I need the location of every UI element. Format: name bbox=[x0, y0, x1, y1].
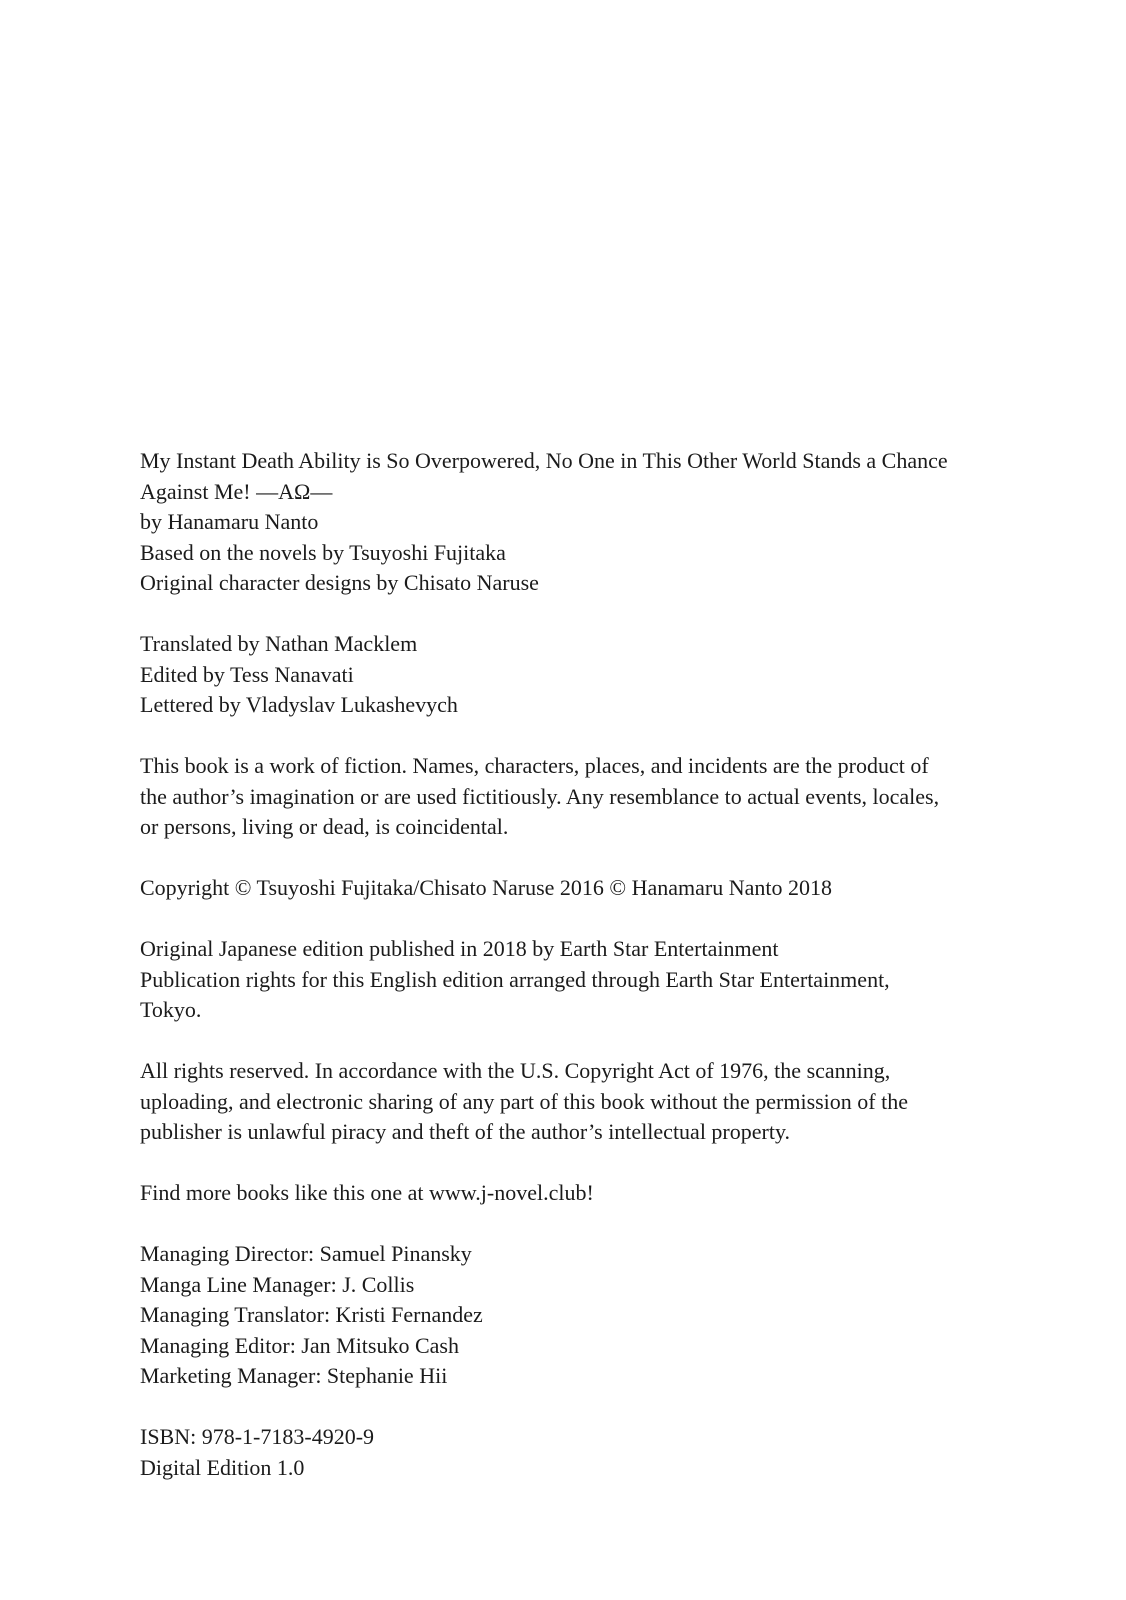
text-line: Based on the novels by Tsuyoshi Fujitaka bbox=[140, 539, 506, 565]
text-line: My Instant Death Ability is So Overpowered, No One in This Other World Stands a Chance bbox=[140, 448, 948, 473]
fiction-disclaimer-block bbox=[140, 751, 1036, 843]
text-line: Original character designs by Chisato Naruse bbox=[140, 570, 539, 595]
text-line: Publication rights for this English edition arranged through Earth Star Entertainment, bbox=[140, 966, 890, 992]
text-line: Against Me! —AΩ— bbox=[140, 478, 333, 504]
text-line: Tokyo. bbox=[140, 997, 202, 1022]
text-line: Lettered by Vladyslav Lukashevych bbox=[140, 692, 458, 717]
text-line: Original Japanese edition published in 2018 by Earth Star Entertainment bbox=[140, 936, 779, 961]
text-line: Managing Translator: Kristi Fernandez bbox=[140, 1302, 483, 1327]
isbn-block bbox=[140, 1422, 1036, 1483]
text-line: uploading, and electronic sharing of any part of this book without the permission of the bbox=[140, 1088, 909, 1114]
text-line: Managing Editor: Jan Mitsuko Cash bbox=[140, 1332, 459, 1358]
text-line: Managing Director: Samuel Pinansky bbox=[140, 1241, 472, 1266]
title-and-authors-block bbox=[140, 446, 1036, 599]
rights-reserved-block bbox=[140, 1056, 1036, 1148]
text-line: Copyright © Tsuyoshi Fujitaka/Chisato Naruse 2016 © Hanamaru Nanto 2018 bbox=[140, 875, 833, 900]
text-line: Find more books like this one at www.j-novel.club! bbox=[140, 1180, 594, 1205]
text-line: Translated by Nathan Macklem bbox=[140, 631, 418, 656]
text-line: the author’s imagination or are used fictitiously. Any resemblance to actual events, locales, bbox=[140, 783, 940, 809]
japanese-edition-block bbox=[140, 934, 1036, 1026]
text-line: Edited by Tess Nanavati bbox=[140, 661, 354, 687]
colophon-text bbox=[140, 446, 1036, 1483]
text-line: This book is a work of fiction. Names, characters, places, and incidents are the product of bbox=[140, 753, 929, 778]
text-line: Digital Edition 1.0 bbox=[140, 1454, 305, 1480]
text-line: by Hanamaru Nanto bbox=[140, 509, 319, 534]
text-line: ISBN: 978-1-7183-4920-9 bbox=[140, 1424, 375, 1449]
find-more-books-block bbox=[140, 1178, 1036, 1209]
localization-credits-block bbox=[140, 629, 1036, 721]
text-line: or persons, living or dead, is coincidental. bbox=[140, 814, 509, 839]
text-line: publisher is unlawful piracy and theft of the author’s intellectual property. bbox=[140, 1119, 791, 1144]
text-line: Marketing Manager: Stephanie Hii bbox=[140, 1363, 448, 1388]
text-line: Manga Line Manager: J. Collis bbox=[140, 1271, 415, 1297]
text-line: All rights reserved. In accordance with the U.S. Copyright Act of 1976, the scanning, bbox=[140, 1058, 891, 1083]
staff-list-block bbox=[140, 1239, 1036, 1392]
copyright-line-block bbox=[140, 873, 1036, 904]
